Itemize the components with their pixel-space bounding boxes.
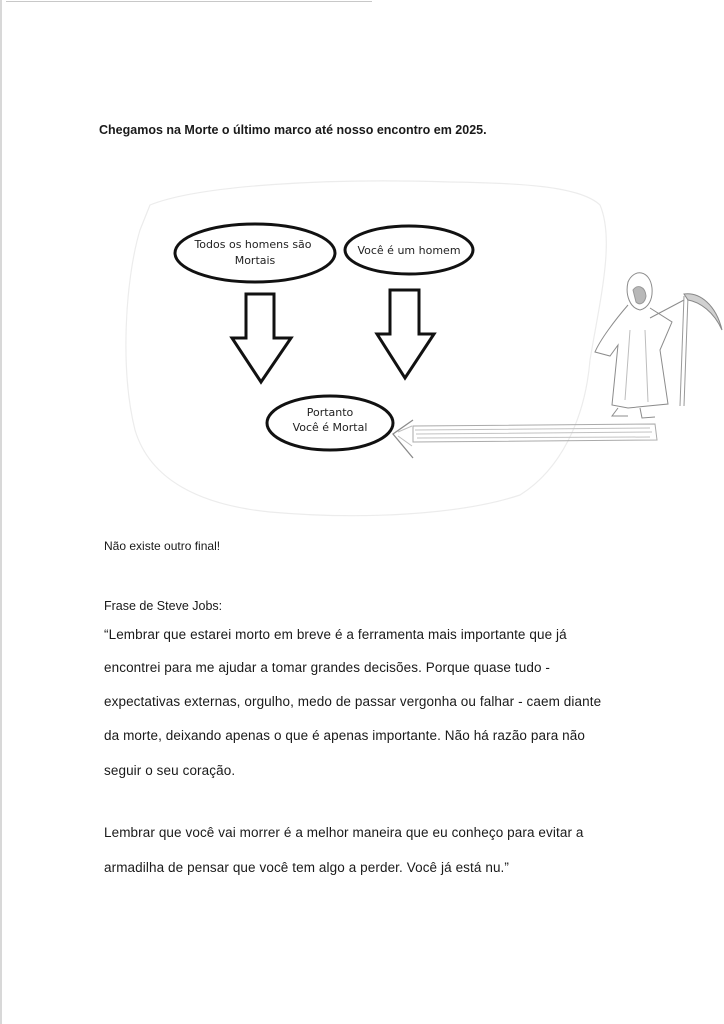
final-statement: Não existe outro final! (104, 539, 221, 553)
down-arrow-left-icon (232, 294, 291, 382)
syllogism-diagram (0, 170, 724, 530)
quote-title: Frase de Steve Jobs: (104, 599, 223, 613)
conclusion-text-1: Portanto (306, 406, 354, 419)
premise-major-text-1: Todos os homens são (194, 238, 312, 251)
premise-minor-text: Você é um homem (357, 244, 461, 257)
quote-line: Lembrar que você vai morrer é a melhor maneira que eu conheço para evitar a (104, 825, 584, 840)
conclusion-text-2: Você é Mortal (292, 421, 368, 434)
premise-minor-node (345, 226, 473, 274)
page-heading: Chegamos na Morte o último marco até nosso encontro em 2025. (99, 123, 487, 137)
conclusion-node (267, 396, 393, 450)
quote-line: “Lembrar que estarei morto em breve é a ferramenta mais importante que já (104, 627, 567, 642)
quote-line: expectativas externas, orgulho, medo de passar vergonha ou falhar - caem diante (104, 694, 602, 709)
pencil-arrow-icon (393, 420, 657, 458)
down-arrow-right-icon (377, 290, 434, 378)
scan-edge-line (6, 1, 372, 2)
quote-line: seguir o seu coração. (104, 763, 236, 778)
quote-line: armadilha de pensar que você tem algo a perder. Você já está nu.” (104, 860, 509, 875)
premise-major-node (175, 224, 335, 282)
grim-reaper-icon (595, 273, 722, 418)
premise-major-text-2: Mortais (234, 254, 276, 267)
quote-line: encontrei para me ajudar a tomar grandes decisões. Porque quase tudo - (104, 660, 551, 675)
quote-line: da morte, deixando apenas o que é apenas importante. Não há razão para não (104, 728, 585, 743)
